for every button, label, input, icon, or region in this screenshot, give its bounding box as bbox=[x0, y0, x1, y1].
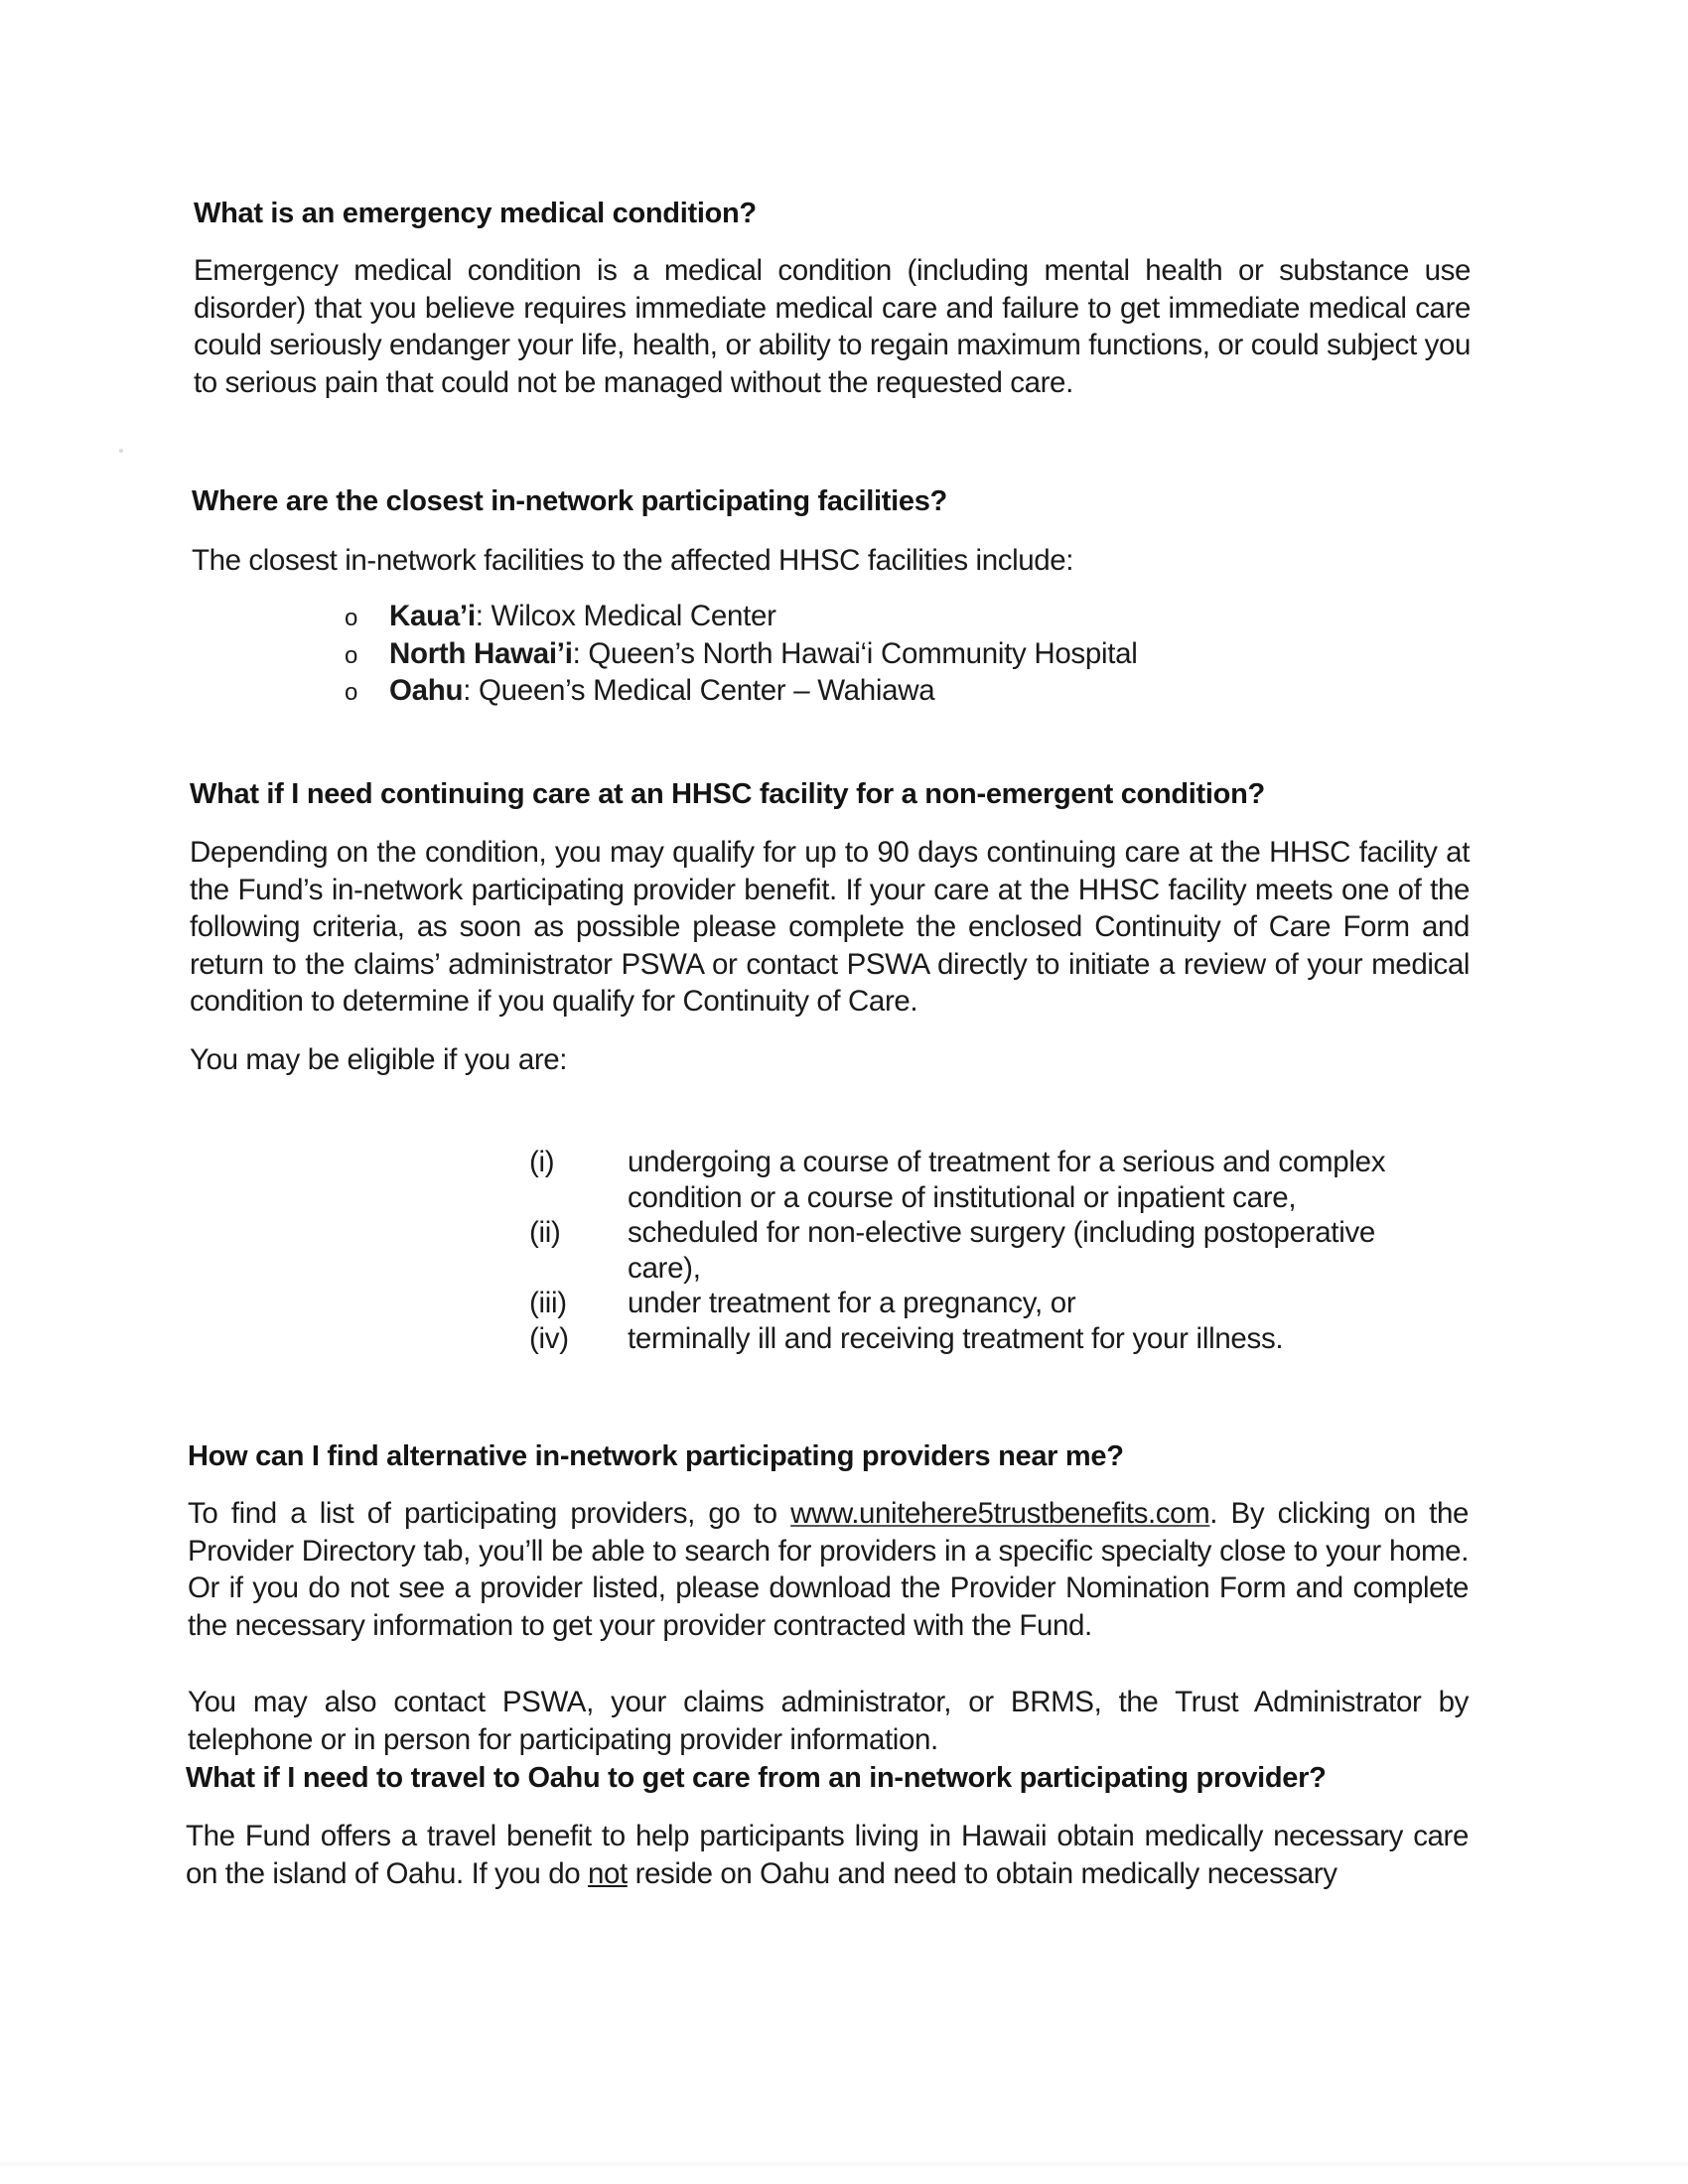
scan-artifact bbox=[119, 449, 123, 453]
facility-list bbox=[345, 599, 1138, 711]
criteria-text: undergoing a course of treatment for a serious and complex condition or a course of institutional or inpatient care, bbox=[628, 1146, 1386, 1214]
heading-emergency-condition: What is an emergency medical condition? bbox=[194, 198, 757, 229]
facility-region: Oahu bbox=[389, 674, 464, 707]
criteria-number: (i) bbox=[529, 1146, 555, 1178]
criteria-number: (iii) bbox=[529, 1287, 567, 1319]
text-segment: reside on Oahu and need to obtain medically necessary bbox=[627, 1856, 1337, 1890]
criteria-text: terminally ill and receiving treatment for your illness. bbox=[628, 1321, 1284, 1355]
paragraph-facilities-intro: The closest in-network facilities to the affected HHSC facilities include: bbox=[192, 544, 1074, 577]
scan-artifact-bottom-edge bbox=[0, 2160, 1688, 2168]
emphasis-not: not bbox=[588, 1856, 628, 1890]
trust-benefits-link[interactable]: www.unitehere5trustbenefits.com bbox=[790, 1497, 1210, 1530]
facility-name: Queen’s Medical Center – Wahiawa bbox=[479, 674, 935, 707]
facility-name: Wilcox Medical Center bbox=[491, 600, 776, 632]
facility-item-north-hawaii bbox=[345, 636, 1138, 674]
facility-separator: : bbox=[475, 600, 492, 632]
facility-item-oahu bbox=[345, 673, 1138, 711]
eligibility-criteria-list bbox=[529, 1145, 1443, 1356]
facility-region: North Hawai’i bbox=[389, 636, 573, 670]
paragraph-continuing-care: Depending on the condition, you may qualify for up to 90 days continuing care at the HHSC facility at the Fund’s in-network participating provider benefit. If your care at the HHSC facility meets one of the following criteria, as soon as possible please complete the enclosed Continuity of Care Form and return to the claims’ administrator PSWA or contact PSWA directly to initiate a review of your medical condition to determine if you qualify for Continuity of Care. bbox=[190, 836, 1470, 1019]
heading-find-providers: How can I find alternative in-network participating providers near me? bbox=[188, 1440, 1124, 1472]
criteria-item bbox=[529, 1286, 1443, 1321]
text-segment: To find a list of participating providers, go to bbox=[188, 1497, 791, 1530]
paragraph-emergency-definition: Emergency medical condition is a medical condition (including mental health or substance use disorder) that you believe requires immediate medical care and failure to get immediate medical care could seriously endanger your life, health, or ability to regain maximum functions, or could subject you to serious pain that could not be managed without the requested care. bbox=[194, 254, 1471, 399]
bullet-circle-icon: o bbox=[345, 605, 358, 631]
heading-travel-to-oahu: What if I need to travel to Oahu to get care from an in-network participating provider? bbox=[186, 1762, 1327, 1794]
paragraph-eligibility-intro: You may be eligible if you are: bbox=[190, 1043, 568, 1076]
paragraph-contact-pswa: You may also contact PSWA, your claims administrator, or BRMS, the Trust Administrator by telephone or in person for participating provider information. bbox=[188, 1686, 1469, 1756]
bullet-circle-icon: o bbox=[345, 679, 358, 706]
paragraph-find-providers bbox=[188, 1495, 1469, 1644]
facility-separator: : bbox=[463, 674, 479, 707]
criteria-number: (ii) bbox=[529, 1216, 561, 1249]
facility-separator: : bbox=[572, 636, 589, 670]
facility-item-kauai bbox=[345, 599, 1138, 636]
criteria-text: under treatment for a pregnancy, or bbox=[628, 1287, 1076, 1319]
heading-continuing-care: What if I need continuing care at an HHSC facility for a non-emergent condition? bbox=[190, 778, 1265, 810]
criteria-text: scheduled for non-elective surgery (including postoperative care), bbox=[628, 1216, 1376, 1285]
paragraph-travel-benefit bbox=[186, 1818, 1469, 1892]
facility-name: Queen’s North Hawai‘i Community Hospital bbox=[588, 636, 1138, 670]
text-segment: . By clicking on the Provider Directory tab, you’ll be able to search for providers in a specific specialty close to your home. Or if you do not see a provider listed, please download the Provider Nomination Form and complete the necessary information to get your provider contracted with the Fund. bbox=[188, 1497, 1469, 1642]
criteria-item bbox=[529, 1321, 1443, 1357]
bullet-circle-icon: o bbox=[345, 641, 358, 669]
criteria-item bbox=[529, 1215, 1443, 1286]
criteria-number: (iv) bbox=[529, 1321, 569, 1355]
facility-region: Kaua’i bbox=[389, 600, 476, 632]
heading-closest-facilities: Where are the closest in-network participating facilities? bbox=[192, 485, 947, 517]
text-segment: The Fund offers a travel benefit to help participants living in Hawaii obtain medically necessary care on the island of Oahu. If you do bbox=[186, 1820, 1469, 1890]
criteria-item bbox=[529, 1145, 1443, 1215]
